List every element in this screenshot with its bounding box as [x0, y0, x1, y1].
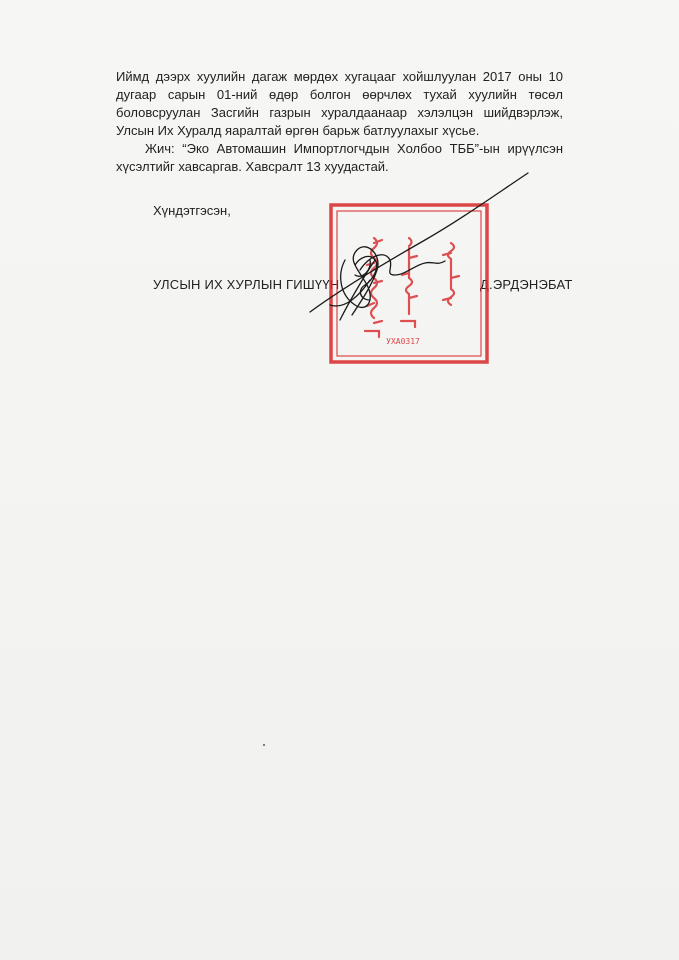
body-paragraph: Иймд дээрх хуулийн дагаж мөрдөх хугацааг хойшлуулан 2017 оны 10 дугаар сарын 01-ний өдөр болгон өөрчлөх тухай хуулийн төсөл боловсруулан Засгийн газрын хуралдаанаар хэлэлцэн шийдвэрлэж, Улсын Их Хуралд яаралтай өргөн барьж батлуулахыг хүсье.: [116, 69, 563, 138]
letter-body: [116, 68, 563, 176]
paper-speck: [263, 744, 265, 746]
attachment-note: Жич: “Эко Автомашин Импортлогчдын Холбоо ТББ”-ын ирүүлсэн хүсэлтийг хавсаргав. Хавсралт 13 хуудастай.: [116, 141, 563, 174]
signatory-title: УЛСЫН ИХ ХУРЛЫН ГИШҮҮН: [153, 277, 340, 292]
signatory-name: Д.ЭРДЭНЭБАТ: [480, 277, 573, 292]
signature-graphic: [300, 170, 530, 345]
handwritten-signature: [300, 170, 530, 345]
closing-greeting: Хүндэтгэсэн,: [153, 203, 231, 218]
stamp-code: УХА0317: [386, 337, 420, 346]
